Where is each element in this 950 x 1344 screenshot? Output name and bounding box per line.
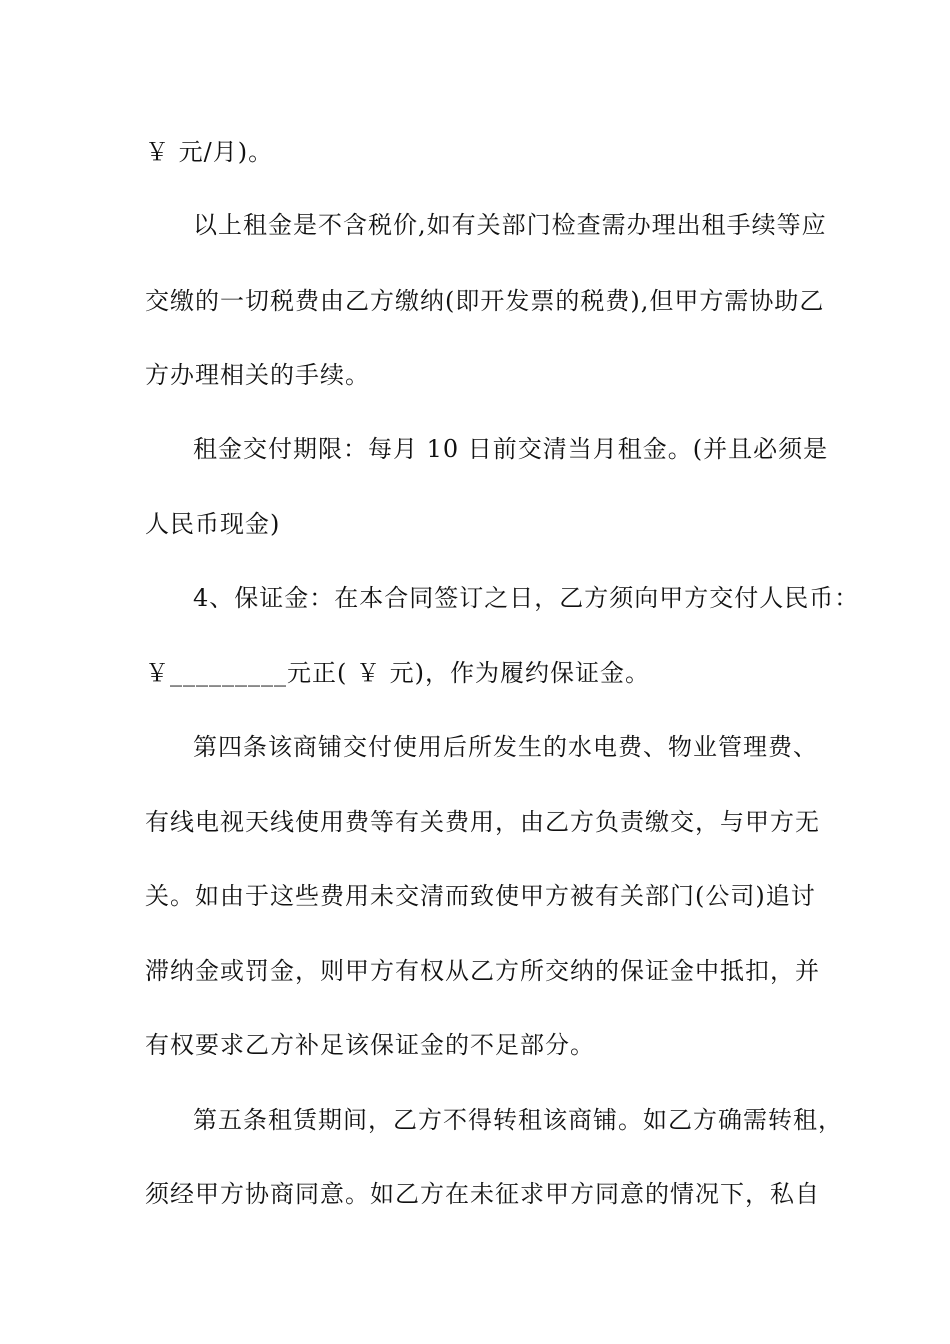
text-line-4: 方办理相关的手续。 xyxy=(145,361,370,389)
text-line-9: 第四条该商铺交付使用后所发生的水电费、物业管理费、 xyxy=(193,733,818,761)
text-line-14: 第五条租赁期间，乙方不得转租该商铺。如乙方确需转租， xyxy=(193,1106,843,1134)
text-line-7: 4、保证金：在本合同签订之日，乙方须向甲方交付人民币： xyxy=(193,584,860,612)
text-line-10: 有线电视天线使用费等有关费用，由乙方负责缴交，与甲方无 xyxy=(145,808,820,836)
text-line-12: 滞纳金或罚金，则甲方有权从乙方所交纳的保证金中抵扣，并 xyxy=(145,957,820,985)
text-line-6: 人民币现金) xyxy=(145,510,281,538)
text-line-11: 关。如由于这些费用未交清而致使甲方被有关部门(公司)追讨 xyxy=(145,882,816,910)
text-line-3: 交缴的一切税费由乙方缴纳(即开发票的税费),但甲方需协助乙 xyxy=(145,287,825,315)
text-line-5: 租金交付期限：每月 10 日前交清当月租金。(并且必须是 xyxy=(193,435,829,463)
text-line-2: 以上租金是不含税价,如有关部门检查需办理出租手续等应 xyxy=(193,211,827,239)
text-line-13: 有权要求乙方补足该保证金的不足部分。 xyxy=(145,1031,595,1059)
text-line-1: ￥ 元/月)。 xyxy=(145,138,274,166)
text-line-8: ￥_________元正( ￥ 元)，作为履约保证金。 xyxy=(145,659,650,687)
text-line-15: 须经甲方协商同意。如乙方在未征求甲方同意的情况下，私自 xyxy=(145,1180,820,1208)
